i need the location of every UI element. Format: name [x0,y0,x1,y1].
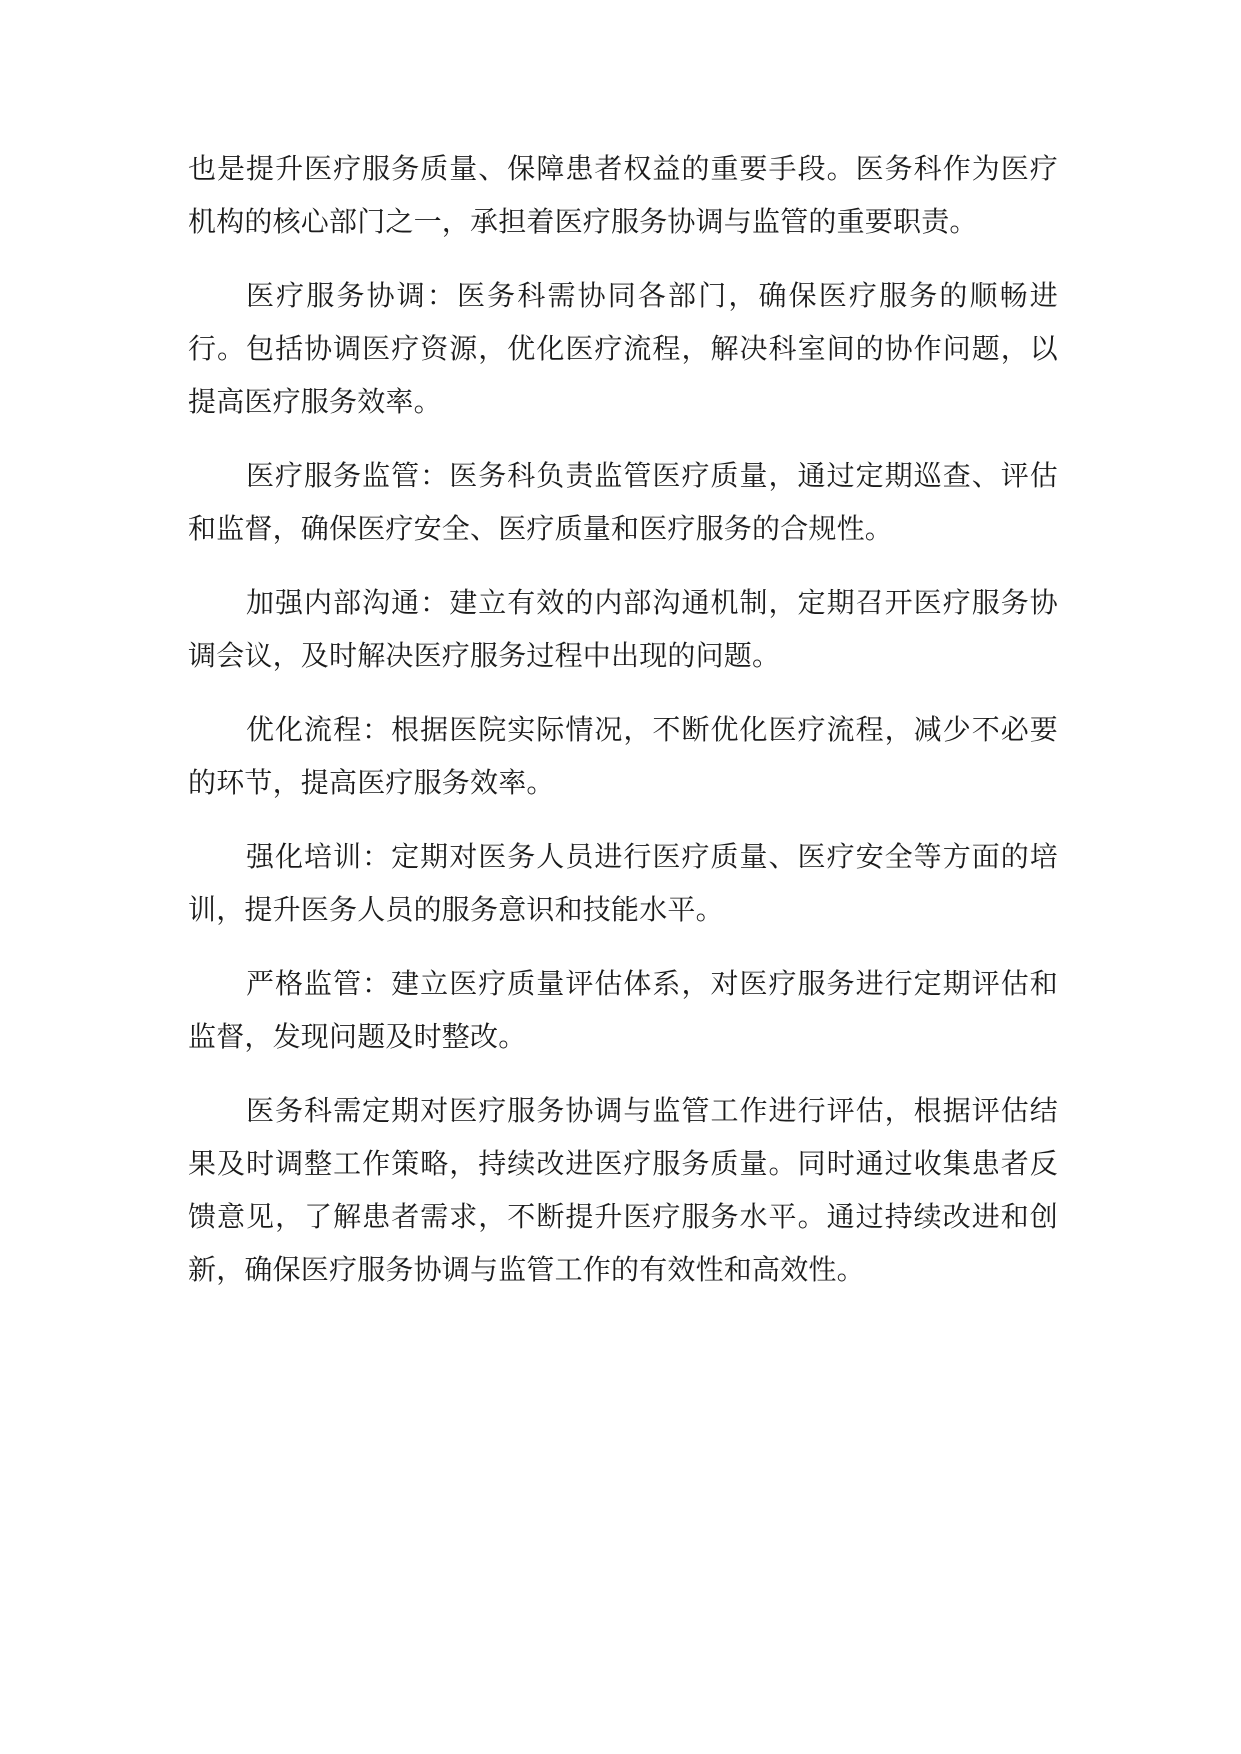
paragraph-3: 医疗服务监管：医务科负责监管医疗质量，通过定期巡查、评估和监督，确保医疗安全、医疗质量和医疗服务的合规性。 [188,459,1058,545]
paragraph-2: 医疗服务协调：医务科需协同各部门，确保医疗服务的顺畅进行。包括协调医疗资源，优化医疗流程，解决科室间的协作问题，以提高医疗服务效率。 [188,279,1058,418]
paragraph-8: 医务科需定期对医疗服务协调与监管工作进行评估，根据评估结果及时调整工作策略，持续改进医疗服务质量。同时通过收集患者反馈意见，了解患者需求，不断提升医疗服务水平。通过持续改进和创新，确保医疗服务协调与监管工作的有效性和高效性。 [188,1094,1058,1286]
paragraph-1: 也是提升医疗服务质量、保障患者权益的重要手段。医务科作为医疗机构的核心部门之一，承担着医疗服务协调与监管的重要职责。 [188,152,1058,238]
paragraph-6: 强化培训：定期对医务人员进行医疗质量、医疗安全等方面的培训，提升医务人员的服务意识和技能水平。 [188,840,1058,926]
paragraph-5: 优化流程：根据医院实际情况，不断优化医疗流程，减少不必要的环节，提高医疗服务效率。 [188,713,1058,799]
paragraph-7: 严格监管：建立医疗质量评估体系，对医疗服务进行定期评估和监督，发现问题及时整改。 [188,967,1058,1053]
document-body [188,142,1058,1317]
paragraph-4: 加强内部沟通：建立有效的内部沟通机制，定期召开医疗服务协调会议，及时解决医疗服务过程中出现的问题。 [188,586,1058,672]
